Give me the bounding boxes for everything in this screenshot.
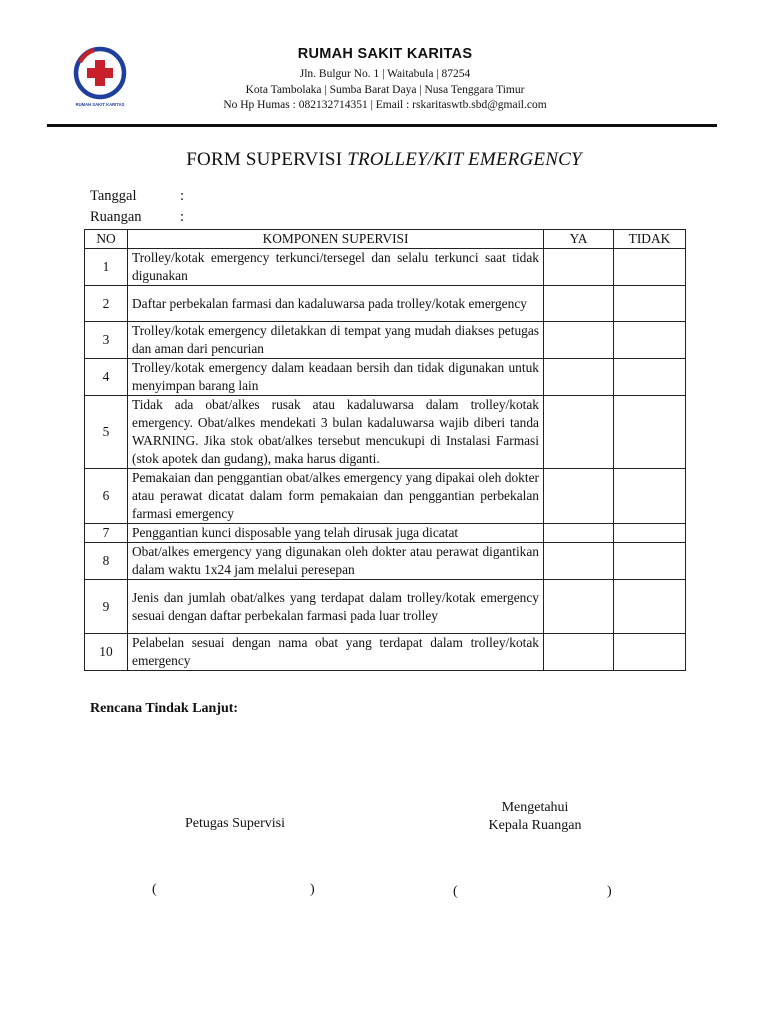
row-component: Daftar perbekalan farmasi dan kadaluwarsa pada trolley/kotak emergency	[128, 286, 544, 322]
form-title	[84, 149, 684, 171]
table-row	[85, 286, 686, 322]
contact-line: No Hp Humas : 082132714351 | Email : rskaritaswtb.sbd@gmail.com	[223, 99, 547, 111]
kepala-ruangan-label: Kepala Ruangan	[488, 818, 582, 833]
form-title-italic: TROLLEY/KIT EMERGENCY	[347, 149, 582, 170]
table-row	[85, 524, 686, 543]
row-number: 8	[85, 543, 128, 580]
row-number: 4	[85, 359, 128, 396]
tidak-checkbox-cell[interactable]	[614, 634, 686, 671]
row-component: Penggantian kunci disposable yang telah dirusak juga dicatat	[128, 524, 544, 543]
address-line-2: Kota Tambolaka | Sumba Barat Daya | Nusa Tenggara Timur	[245, 84, 525, 96]
col-header-ya: YA	[544, 230, 614, 249]
row-component: Tidak ada obat/alkes rusak atau kadaluwarsa dalam trolley/kotak emergency. Obat/alkes mendekati 3 bulan kadaluwarsa wajib diberi tanda WARNING. Jika stok obat/alkes tersebut mencukupi di Instalasi Farmasi (stok apotek dan gudang), maka harus diganti.	[128, 396, 544, 469]
tidak-checkbox-cell[interactable]	[614, 543, 686, 580]
row-number: 9	[85, 580, 128, 634]
row-number: 5	[85, 396, 128, 469]
tidak-checkbox-cell[interactable]	[614, 286, 686, 322]
ruangan-colon: :	[180, 209, 185, 225]
col-header-no: NO	[85, 230, 128, 249]
table-row	[85, 580, 686, 634]
ya-checkbox-cell[interactable]	[544, 286, 614, 322]
supervision-table	[84, 229, 686, 671]
col-header-komponen: KOMPONEN SUPERVISI	[128, 230, 544, 249]
header-divider	[47, 124, 717, 127]
row-number: 2	[85, 286, 128, 322]
tidak-checkbox-cell[interactable]	[614, 359, 686, 396]
row-number: 1	[85, 249, 128, 286]
ya-checkbox-cell[interactable]	[544, 469, 614, 524]
mengetahui-label: Mengetahui	[501, 800, 569, 815]
logo-caption: RUMAH SAKIT KARITAS	[75, 102, 125, 107]
row-component: Trolley/kotak emergency dalam keadaan bersih dan tidak digunakan untuk menyimpan barang lain	[128, 359, 544, 396]
kepala-signature-close-paren: )	[607, 884, 612, 899]
row-component: Trolley/kotak emergency diletakkan di tempat yang mudah diakses petugas dan aman dari pencurian	[128, 322, 544, 359]
table-row	[85, 396, 686, 469]
table-row	[85, 543, 686, 580]
row-number: 3	[85, 322, 128, 359]
tidak-checkbox-cell[interactable]	[614, 249, 686, 286]
table-header-row	[85, 230, 686, 249]
kepala-signature-open-paren: (	[453, 884, 458, 899]
tidak-checkbox-cell[interactable]	[614, 524, 686, 543]
tidak-checkbox-cell[interactable]	[614, 396, 686, 469]
row-component: Jenis dan jumlah obat/alkes yang terdapat dalam trolley/kotak emergency sesuai dengan daftar perbekalan farmasi pada luar trolley	[128, 580, 544, 634]
form-title-plain: FORM SUPERVISI	[186, 149, 348, 170]
tidak-checkbox-cell[interactable]	[614, 469, 686, 524]
tanggal-colon: :	[180, 188, 185, 204]
table-row	[85, 249, 686, 286]
table-row	[85, 322, 686, 359]
petugas-signature-close-paren: )	[310, 882, 315, 897]
table-row	[85, 359, 686, 396]
ya-checkbox-cell[interactable]	[544, 322, 614, 359]
tanggal-label: Tanggal	[90, 188, 137, 204]
row-component: Obat/alkes emergency yang digunakan oleh dokter atau perawat digantikan dalam waktu 1x24 jam melalui peresepan	[128, 543, 544, 580]
ya-checkbox-cell[interactable]	[544, 396, 614, 469]
row-number: 6	[85, 469, 128, 524]
address-line-1: Jln. Bulgur No. 1 | Waitabula | 87254	[299, 68, 471, 80]
table-row	[85, 469, 686, 524]
ya-checkbox-cell[interactable]	[544, 524, 614, 543]
row-number: 10	[85, 634, 128, 671]
row-component: Pelabelan sesuai dengan nama obat yang terdapat dalam trolley/kotak emergency	[128, 634, 544, 671]
ya-checkbox-cell[interactable]	[544, 249, 614, 286]
tidak-checkbox-cell[interactable]	[614, 580, 686, 634]
col-header-tidak: TIDAK	[614, 230, 686, 249]
ya-checkbox-cell[interactable]	[544, 580, 614, 634]
row-number: 7	[85, 524, 128, 543]
ya-checkbox-cell[interactable]	[544, 359, 614, 396]
hospital-logo	[70, 44, 130, 110]
ya-checkbox-cell[interactable]	[544, 543, 614, 580]
petugas-signature-open-paren: (	[152, 882, 157, 897]
row-component: Pemakaian dan penggantian obat/alkes emergency yang dipakai oleh dokter atau perawat dicatat dalam form pemakaian dan penggantian perbekalan farmasi emergency	[128, 469, 544, 524]
hospital-name: RUMAH SAKIT KARITAS	[297, 46, 473, 62]
row-component: Trolley/kotak emergency terkunci/tersegel dan selalu terkunci saat tidak digunakan	[128, 249, 544, 286]
ruangan-label: Ruangan	[90, 209, 142, 225]
petugas-supervisi-label: Petugas Supervisi	[185, 816, 285, 831]
ya-checkbox-cell[interactable]	[544, 634, 614, 671]
rencana-tindak-lanjut-label: Rencana Tindak Lanjut:	[90, 701, 239, 716]
table-row	[85, 634, 686, 671]
tidak-checkbox-cell[interactable]	[614, 322, 686, 359]
